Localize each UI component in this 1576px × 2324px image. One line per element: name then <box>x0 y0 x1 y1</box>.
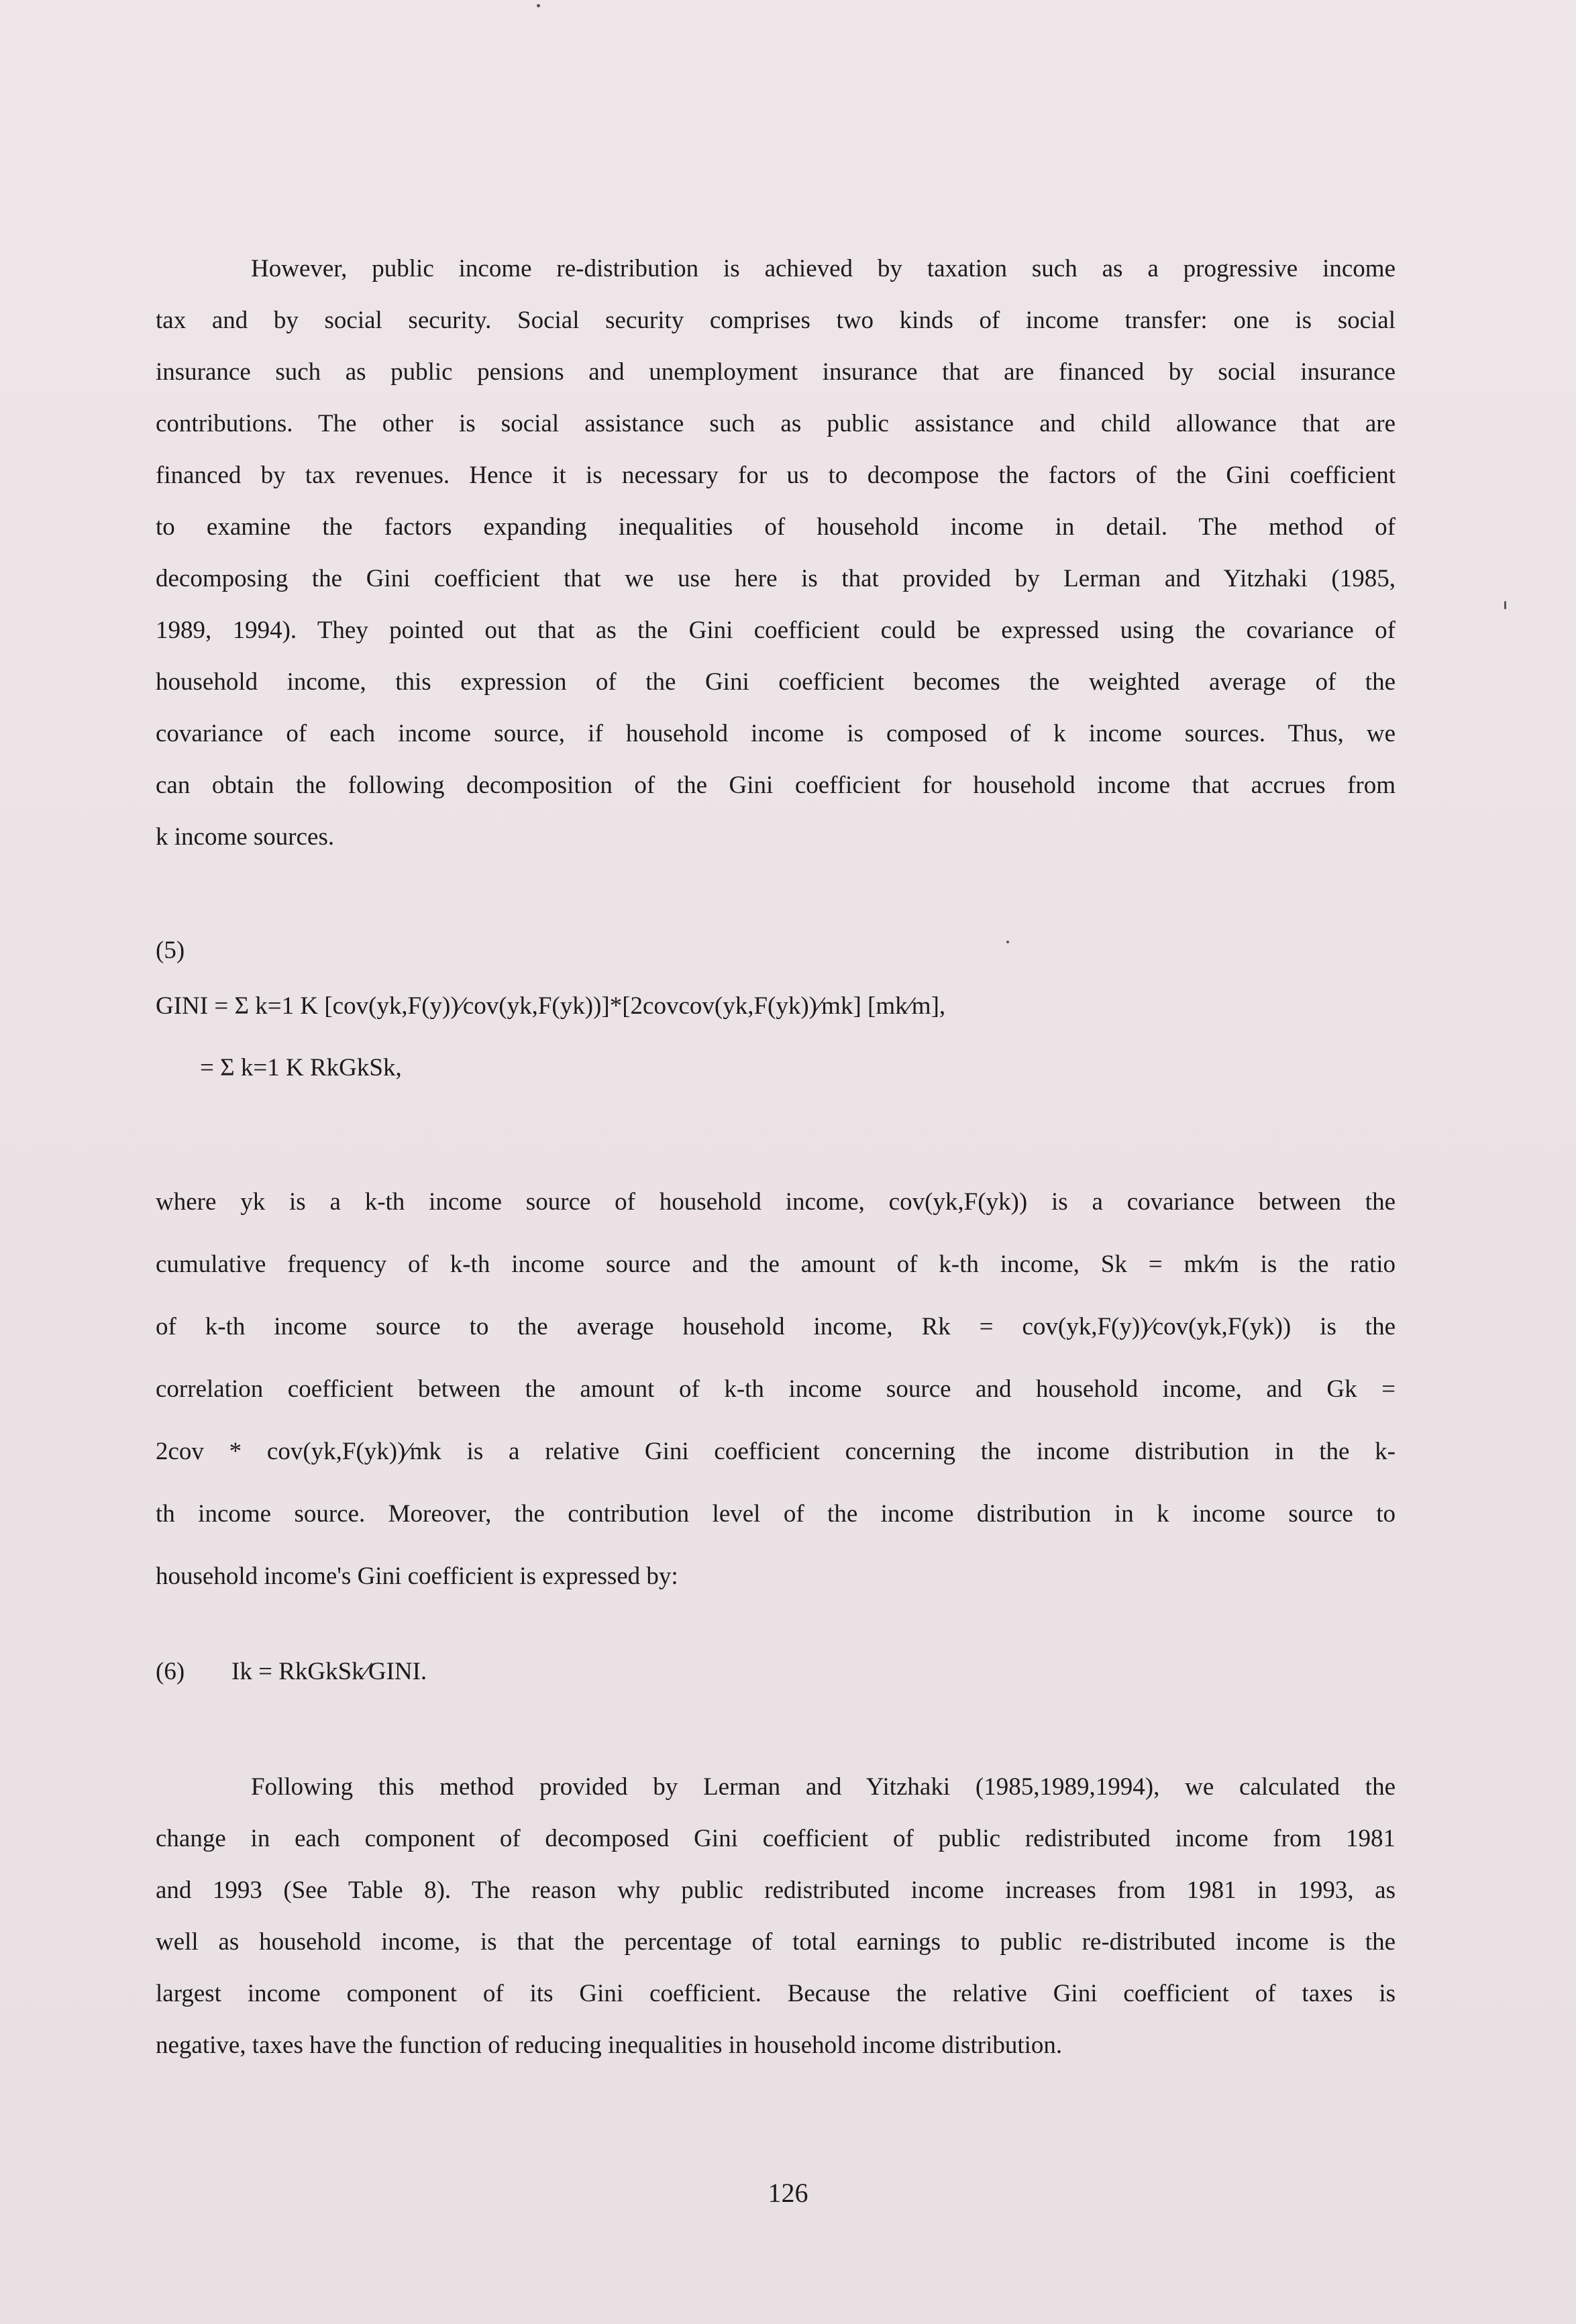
paragraph-intro <box>156 243 1396 863</box>
paragraph-definitions <box>156 1171 1396 1607</box>
text-line: negative, taxes have the function of reducing inequalities in household income distribution. <box>156 2031 1063 2059</box>
text-line: of k-th income source to the average household income, Rk = cov(yk,F(y))∕cov(yk,F(yk)) is the <box>156 1313 1396 1340</box>
equation-5-label: (5) <box>156 937 185 964</box>
equation-5-line-1: GINI = Σ k=1 K [cov(yk,F(y))∕cov(yk,F(yk))]*[2covcov(yk,F(yk))∕mk] [mk∕m], <box>156 992 946 1020</box>
text-line: 1989, 1994). They pointed out that as the Gini coefficient could be expressed using the covariance of <box>156 617 1396 644</box>
text-line: insurance such as public pensions and unemployment insurance that are financed by social insurance <box>156 358 1396 386</box>
text-line: However, public income re-distribution is achieved by taxation such as a progressive income <box>251 255 1396 282</box>
text-line: k income sources. <box>156 823 335 851</box>
equation-5-line-2: = Σ k=1 K RkGkSk, <box>200 1054 402 1081</box>
scan-speck <box>537 4 540 7</box>
text-line: th income source. Moreover, the contribution level of the income distribution in k income source to <box>156 1500 1396 1528</box>
text-line: where yk is a k-th income source of household income, cov(yk,F(yk)) is a covariance between the <box>156 1188 1396 1216</box>
text-line: to examine the factors expanding inequalities of household income in detail. The method of <box>156 513 1396 541</box>
text-line: tax and by social security. Social security comprises two kinds of income transfer: one is social <box>156 307 1396 334</box>
text-line: can obtain the following decomposition of the Gini coefficient for household income that accrues from <box>156 772 1396 799</box>
text-line: change in each component of decomposed Gini coefficient of public redistributed income from 1981 <box>156 1825 1396 1852</box>
page-number: 126 <box>768 2178 808 2208</box>
text-line: household income, this expression of the Gini coefficient becomes the weighted average of the <box>156 668 1396 696</box>
text-line: cumulative frequency of k-th income source and the amount of k-th income, Sk = mk∕m is the ratio <box>156 1251 1396 1278</box>
text-line: correlation coefficient between the amount of k-th income source and household income, and Gk = <box>156 1375 1396 1403</box>
text-line: covariance of each income source, if household income is composed of k income sources. Thus, we <box>156 720 1396 747</box>
text-line: well as household income, is that the percentage of total earnings to public re-distributed income is the <box>156 1928 1396 1956</box>
scan-speck <box>1504 601 1506 609</box>
text-line: Following this method provided by Lerman and Yitzhaki (1985,1989,1994), we calculated the <box>251 1773 1396 1801</box>
paragraph-results <box>156 1761 1396 2071</box>
text-line: 2cov * cov(yk,F(yk))∕mk is a relative Gini coefficient concerning the income distribution in the k- <box>156 1438 1396 1465</box>
text-line: decomposing the Gini coefficient that we use here is that provided by Lerman and Yitzhaki (1985, <box>156 565 1396 592</box>
text-line: and 1993 (See Table 8). The reason why public redistributed income increases from 1981 in 1993, as <box>156 1877 1396 1904</box>
scan-speck <box>1006 941 1009 943</box>
text-line: largest income component of its Gini coefficient. Because the relative Gini coefficient of taxes is <box>156 1980 1396 2007</box>
text-line: financed by tax revenues. Hence it is necessary for us to decompose the factors of the Gini coefficient <box>156 462 1396 489</box>
equation-6-label: (6) <box>156 1658 185 1685</box>
text-line: contributions. The other is social assistance such as public assistance and child allowance that are <box>156 410 1396 437</box>
text-line: household income's Gini coefficient is expressed by: <box>156 1563 678 1590</box>
equation-6-text: Ik = RkGkSk∕GINI. <box>231 1658 427 1685</box>
